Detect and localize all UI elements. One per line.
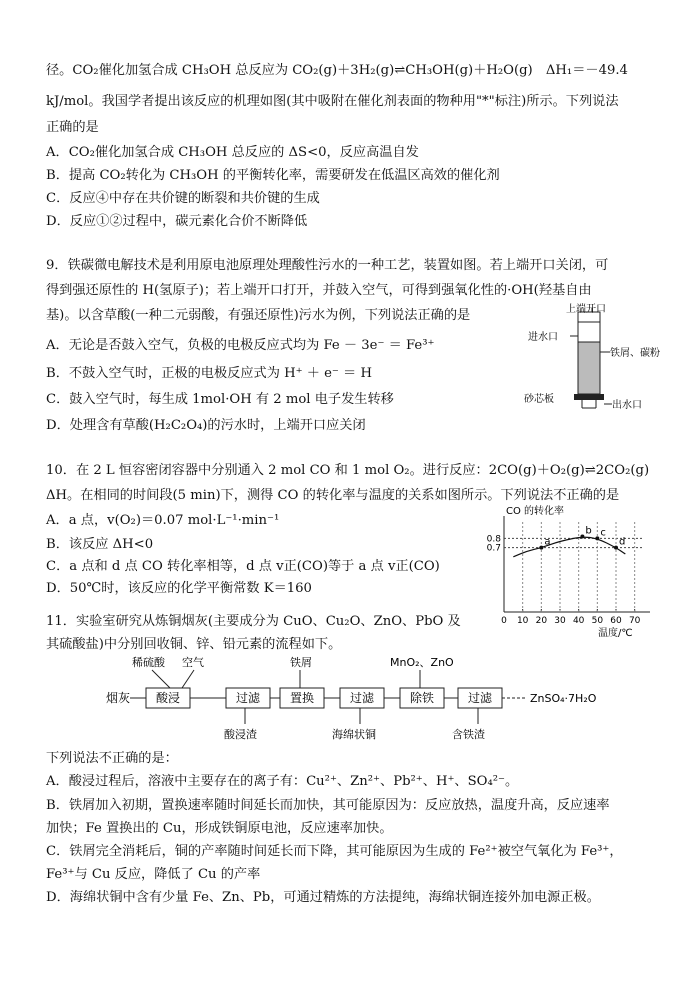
q8-option-c: C．反应④中存在共价键的断裂和共价键的生成: [46, 191, 320, 206]
q11-option-c-line1: C．铁屑完全消耗后，铜的产率随时间延长而下降，其可能原因为生成的 Fe²⁺被空气氧化为 Fe³⁺，: [46, 844, 623, 859]
flow-input-iron-scrap: 铁屑: [290, 656, 312, 669]
q11-stem-line2: 其硫酸盐)中分别回收铜、锌、铅元素的流程如下。: [46, 637, 342, 652]
point-d: [614, 546, 618, 550]
sand-core-plate: [574, 394, 604, 400]
x-tick-label: 70: [628, 616, 641, 626]
chart-y-label: CO 的转化率: [506, 506, 565, 517]
q10-option-a: A．a 点，v(O₂)＝0.07 mol·L⁻¹·min⁻¹: [46, 513, 280, 528]
label-sand-plate: 砂芯板: [524, 394, 554, 405]
q11-option-d: D．海绵状铜中含有少量 Fe、Zn、Pb，可通过精炼的方法提纯，海绵状铜连接外加电源正极。: [46, 890, 600, 905]
label-water-outlet: 出水口: [612, 400, 642, 411]
x-tick-label: 10: [516, 616, 529, 626]
q8-stem-line3: 正确的是: [46, 120, 99, 135]
x-tick-label: 20: [535, 616, 548, 626]
flow-input-sulfuric-acid: 稀硫酸: [132, 656, 165, 669]
label-water-inlet: 进水口: [528, 332, 558, 343]
y-tick-label: 0.7: [486, 543, 501, 554]
flow-start: 烟灰: [106, 691, 131, 705]
x-tick-label: 40: [572, 616, 585, 626]
q10-option-b: B．该反应 ΔH<0: [46, 537, 154, 552]
flow-output-sponge-copper: 海绵状铜: [332, 728, 376, 741]
q10-stem-line1: 10．在 2 L 恒容密闭容器中分别通入 2 mol CO 和 1 mol O₂。进行反应：2CO(g)＋O₂(g)⇌2CO₂(g): [46, 463, 650, 478]
point-label-a: a: [544, 536, 551, 548]
point-c: [595, 536, 599, 540]
co-conversion-chart: [480, 500, 656, 640]
q9-option-c: C．鼓入空气时，每生成 1mol·OH 有 2 mol 电子发生转移: [46, 392, 394, 407]
q8-option-d: D．反应①②过程中，碳元素化合价不断降低: [46, 214, 308, 229]
iron-carbon-fill: [578, 342, 600, 394]
x-tick-label: 60: [610, 616, 622, 626]
chart-x-label: 温度/℃: [598, 628, 633, 639]
label-top-opening: 上端开口: [566, 304, 606, 315]
flow-input-mno2-zno: MnO₂、ZnO: [390, 656, 454, 669]
q10-option-c: C．a 点和 d 点 CO 转化率相等，d 点 v正(CO)等于 a 点 v正(CO): [46, 559, 440, 574]
conversion-curve: [513, 537, 625, 557]
q11-option-c-line2: Fe³⁺与 Cu 反应，降低了 Cu 的产率: [46, 867, 261, 882]
point-label-c: c: [600, 527, 606, 539]
x-tick-label: 0: [501, 616, 507, 626]
y-tick-label: 0.8: [486, 534, 501, 545]
flow-box-label-filter-3: 过滤: [467, 691, 493, 705]
q8-option-b: B．提高 CO₂转化为 CH₃OH 的平衡转化率，需要研发在低温区高效的催化剂: [46, 168, 500, 183]
q8-stem-line2: kJ/mol。我国学者提出该反应的机理如图(其中吸附在催化剂表面的物种用"*"标注)所示。下列说法: [46, 94, 619, 109]
flow-box-label-acid-leach: 酸浸: [155, 691, 181, 705]
q8-stem-line1: 径。CO₂催化加氢合成 CH₃OH 总反应为 CO₂(g)＋3H₂(g)⇌CH₃OH(g)＋H₂O(g) ΔH₁＝－49.4: [46, 63, 628, 78]
q11-option-b-line1: B．铁屑加入初期，置换速率随时间延长而加快，其可能原因为：反应放热，温度升高，反应速率: [46, 798, 610, 813]
q10-option-d: D．50℃时，该反应的化学平衡常数 K＝160: [46, 581, 312, 596]
point-a: [539, 546, 543, 550]
q9-option-d: D．处理含有草酸(H₂C₂O₄)的污水时，上端开口应关闭: [46, 418, 366, 433]
x-tick-label: 50: [591, 616, 604, 626]
x-tick-label: 30: [554, 616, 566, 626]
point-b: [580, 535, 584, 539]
point-label-b: b: [585, 525, 592, 537]
flow-output-acid-residue: 酸浸渣: [224, 728, 257, 741]
flow-box-label-replace: 置换: [289, 691, 315, 705]
recovery-flowchart: [90, 654, 630, 746]
q9-option-a: A．无论是否鼓入空气，负极的电极反应式均为 Fe － 3e⁻ ＝ Fe³⁺: [46, 338, 435, 353]
q11-option-a: A．酸浸过程后，溶液中主要存在的离子有：Cu²⁺、Zn²⁺、Pb²⁺、H⁺、SO₄²⁻。: [46, 774, 519, 789]
q9-apparatus-figure: [522, 300, 662, 420]
flow-output-iron-residue: 含铁渣: [452, 728, 485, 741]
q9-option-b: B．不鼓入空气时，正极的电极反应式为 H⁺ ＋ e⁻ ＝ H: [46, 366, 372, 381]
flow-input-air: 空气: [182, 656, 204, 669]
q11-stem-line3: 下列说法不正确的是：: [46, 751, 178, 766]
q10-stem-line2: ΔH。在相同的时间段(5 min)下，测得 CO 的转化率与温度的关系如图所示。下列说法不正确的是: [46, 488, 620, 503]
q11-option-b-line2: 加快；Fe 置换出的 Cu，形成铁铜原电池，反应速率加快。: [46, 821, 393, 836]
point-label-d: d: [619, 536, 626, 548]
q9-stem-line1: 9．铁碳微电解技术是利用原电池原理处理酸性污水的一种工艺，装置如图。若上端开口关闭，可: [46, 258, 609, 273]
q8-option-a: A．CO₂催化加氢合成 CH₃OH 总反应的 ΔS<0，反应高温自发: [46, 145, 419, 160]
q9-stem-line3: 基)。以含草酸(一种二元弱酸，有强还原性)污水为例，下列说法正确的是: [46, 308, 471, 323]
flow-box-label-filter-1: 过滤: [235, 691, 261, 705]
flow-box-label-filter-2: 过滤: [349, 691, 375, 705]
flow-box-label-remove-iron: 除铁: [409, 691, 435, 705]
q11-stem-line1: 11．实验室研究从炼铜烟灰(主要成分为 CuO、Cu₂O、ZnO、PbO 及: [46, 614, 461, 629]
flow-product: ZnSO₄·7H₂O: [530, 692, 597, 705]
q9-stem-line2: 得到强还原性的 H(氢原子)；若上端开口打开，并鼓入空气，可得到强氧化性的·OH(羟基自由: [46, 283, 592, 298]
label-iron-carbon: 铁屑、碳粉: [610, 348, 660, 359]
